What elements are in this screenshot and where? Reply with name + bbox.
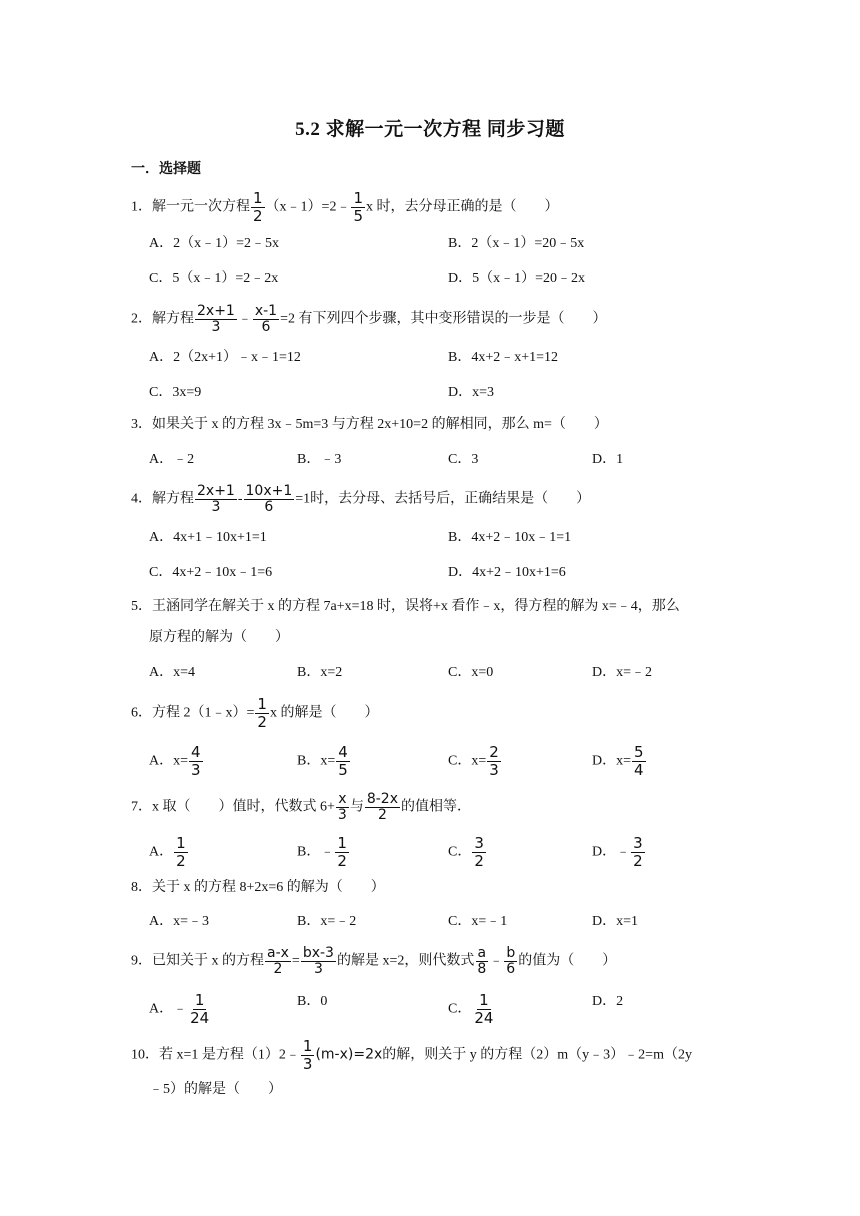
q4-option-d[interactable]: D．4x+2﹣10x+1=6 bbox=[448, 565, 566, 580]
q3-option-d[interactable]: D．1 bbox=[592, 452, 624, 467]
q6-stem-start: 6．方程 2（1﹣x）= bbox=[131, 705, 255, 721]
q9-equals: = bbox=[291, 953, 300, 969]
q7-stem-mid: 与 bbox=[349, 799, 364, 815]
q1-option-a[interactable]: A．2（x﹣1）=2﹣5x bbox=[149, 236, 280, 251]
q10-stem-end: 的解，则关于 y 的方程（2）m（y﹣3）﹣2=m（2y bbox=[382, 1047, 692, 1063]
q6-option-c[interactable]: C．x= $\frac{2}{3}$ bbox=[448, 743, 499, 779]
question-5-line-1: 5．王涵同学在解关于 x 的方程 7a+x=18 时，误将+x 看作﹣x，得方程的解为 x=﹣4，那么 bbox=[131, 599, 680, 614]
q6-option-b[interactable]: B．x= $\frac{4}{5}$ bbox=[297, 743, 348, 779]
q6-c-fraction: $\frac{2}{3}$ bbox=[489, 743, 499, 779]
q2-fraction-1: $\frac{2x+1}{3}$ bbox=[197, 303, 235, 335]
q10-expression: (m-x)=2x bbox=[315, 1046, 383, 1063]
q2-option-a[interactable]: A．2（2x+1）﹣x﹣1=12 bbox=[149, 350, 301, 365]
q4-stem-end: =1时，去分母、去括号后，正确结果是（ ） bbox=[295, 491, 591, 507]
q9-option-b[interactable]: B．0 bbox=[297, 994, 328, 1009]
question-8: 8．关于 x 的方程 8+2x=6 的解为（ ） bbox=[131, 880, 385, 895]
q1-option-d[interactable]: D．5（x﹣1）=20﹣2x bbox=[448, 271, 586, 286]
q8-option-b[interactable]: B．x=﹣2 bbox=[297, 914, 357, 929]
q6-fraction: $\frac{1}{2}$ bbox=[257, 695, 267, 731]
q7-fraction-1: $\frac{x}{3}$ bbox=[337, 791, 347, 823]
q6-b-fraction: $\frac{4}{5}$ bbox=[338, 743, 348, 779]
q1-stem-mid: （x﹣1）=2﹣ bbox=[265, 199, 351, 215]
q2-option-c[interactable]: C．3x=9 bbox=[149, 385, 202, 400]
q9-c-fraction: $\frac{1}{24}$ bbox=[474, 991, 494, 1027]
q5-option-a[interactable]: A．x=4 bbox=[149, 665, 196, 680]
q2-stem-start: 2．解方程 bbox=[131, 311, 194, 327]
q10-stem-start: 10．若 x=1 是方程（1）2﹣ bbox=[131, 1047, 300, 1063]
question-10-line-2: ﹣5）的解是（ ） bbox=[149, 1082, 282, 1097]
q9-minus: ﹣ bbox=[489, 953, 504, 969]
q4-fraction-1: $\frac{2x+1}{3}$ bbox=[197, 483, 235, 515]
question-6 bbox=[131, 696, 378, 731]
question-7 bbox=[131, 792, 471, 823]
q7-stem-start: 7．x 取（ ）值时，代数式 6+ bbox=[131, 799, 335, 815]
question-2 bbox=[131, 304, 607, 335]
q4-fraction-2: $\frac{10x+1}{6}$ bbox=[245, 483, 293, 515]
q1-stem-end: x 时，去分母正确的是（ ） bbox=[366, 199, 559, 215]
q5-option-d[interactable]: D．x=﹣2 bbox=[592, 665, 653, 680]
q8-option-d[interactable]: D．x=1 bbox=[592, 914, 639, 929]
q1-fraction-2: $\frac{1}{5}$ bbox=[353, 189, 363, 225]
q2-option-d[interactable]: D．x=3 bbox=[448, 385, 495, 400]
q6-a-fraction: $\frac{4}{3}$ bbox=[191, 743, 201, 779]
q9-fraction-4: $\frac{b}{6}$ bbox=[506, 945, 516, 977]
question-3: 3．如果关于 x 的方程 3x﹣5m=3 与方程 2x+10=2 的解相同，那么 m=（ ） bbox=[131, 417, 608, 432]
q8-option-a[interactable]: A．x=﹣3 bbox=[149, 914, 210, 929]
q10-fraction: $\frac{1}{3}$ bbox=[302, 1037, 313, 1073]
q4-stem-start: 4．解方程 bbox=[131, 491, 194, 507]
page-title: 5.2 求解一元一次方程 同步习题 bbox=[295, 119, 565, 140]
q3-option-a[interactable]: A．﹣2 bbox=[149, 452, 195, 467]
question-4 bbox=[131, 484, 590, 515]
q9-fraction-3: $\frac{a}{8}$ bbox=[477, 945, 487, 977]
q2-fraction-2: $\frac{x-1}{6}$ bbox=[254, 303, 278, 335]
q6-d-fraction: $\frac{5}{4}$ bbox=[634, 743, 644, 779]
q1-fraction-1: $\frac{1}{2}$ bbox=[253, 189, 263, 225]
q7-fraction-2: $\frac{8-2x}{2}$ bbox=[366, 791, 398, 823]
q4-option-c[interactable]: C．4x+2﹣10x﹣1=6 bbox=[149, 565, 273, 580]
q9-stem-mid: 的解是 x=2，则代数式 bbox=[336, 953, 475, 969]
q7-c-fraction: $\frac{3}{2}$ bbox=[474, 834, 484, 870]
q9-fraction-2: $\frac{bx-3}{3}$ bbox=[302, 945, 334, 977]
q6-option-d[interactable]: D．x= $\frac{5}{4}$ bbox=[592, 743, 644, 779]
q7-a-fraction: $\frac{1}{2}$ bbox=[176, 834, 186, 870]
q9-fraction-1: $\frac{a-x}{2}$ bbox=[267, 945, 289, 977]
q9-a-fraction: $\frac{1}{24}$ bbox=[190, 991, 210, 1027]
q2-stem-mid: ﹣ bbox=[237, 311, 252, 327]
q7-option-d[interactable]: D．﹣ $\frac{3}{2}$ bbox=[592, 834, 643, 870]
q9-option-c[interactable]: C． $\frac{1}{24}$ bbox=[448, 991, 494, 1027]
q5-option-c[interactable]: C．x=0 bbox=[448, 665, 494, 680]
q7-stem-end: 的值相等． bbox=[400, 799, 471, 815]
q7-d-fraction: $\frac{3}{2}$ bbox=[633, 834, 643, 870]
q7-option-c[interactable]: C． $\frac{3}{2}$ bbox=[448, 834, 484, 870]
q1-stem-start: 1．解一元一次方程 bbox=[131, 199, 250, 215]
question-9 bbox=[131, 946, 616, 977]
q4-option-a[interactable]: A．4x+1﹣10x+1=1 bbox=[149, 530, 267, 545]
q3-option-b[interactable]: B．﹣3 bbox=[297, 452, 342, 467]
question-1 bbox=[131, 190, 559, 225]
q4-stem-mid: - bbox=[237, 491, 243, 507]
q7-option-b[interactable]: B．﹣ $\frac{1}{2}$ bbox=[297, 834, 347, 870]
question-10 bbox=[131, 1038, 692, 1073]
q9-option-d[interactable]: D．2 bbox=[592, 994, 624, 1009]
question-5-line-2: 原方程的解为（ ） bbox=[149, 630, 289, 645]
q1-option-b[interactable]: B．2（x﹣1）=20﹣5x bbox=[448, 236, 585, 251]
q6-stem-end: x 的解是（ ） bbox=[269, 705, 379, 721]
q1-option-c[interactable]: C．5（x﹣1）=2﹣2x bbox=[149, 271, 279, 286]
q8-option-c[interactable]: C．x=﹣1 bbox=[448, 914, 508, 929]
section-heading: 一．选择题 bbox=[131, 162, 201, 177]
q7-b-fraction: $\frac{1}{2}$ bbox=[337, 834, 347, 870]
q2-stem-end: =2 有下列四个步骤，其中变形错误的一步是（ ） bbox=[280, 311, 607, 327]
q6-option-a[interactable]: A．x= $\frac{4}{3}$ bbox=[149, 743, 201, 779]
q4-option-b[interactable]: B．4x+2﹣10x﹣1=1 bbox=[448, 530, 572, 545]
q5-option-b[interactable]: B．x=2 bbox=[297, 665, 343, 680]
q9-stem-end: 的值为（ ） bbox=[518, 953, 617, 969]
q7-option-a[interactable]: A． $\frac{1}{2}$ bbox=[149, 834, 186, 870]
q3-option-c[interactable]: C．3 bbox=[448, 452, 479, 467]
q9-option-a[interactable]: A．﹣ $\frac{1}{24}$ bbox=[149, 991, 210, 1027]
q2-option-b[interactable]: B．4x+2﹣x+1=12 bbox=[448, 350, 559, 365]
q9-stem-start: 9．已知关于 x 的方程 bbox=[131, 953, 264, 969]
